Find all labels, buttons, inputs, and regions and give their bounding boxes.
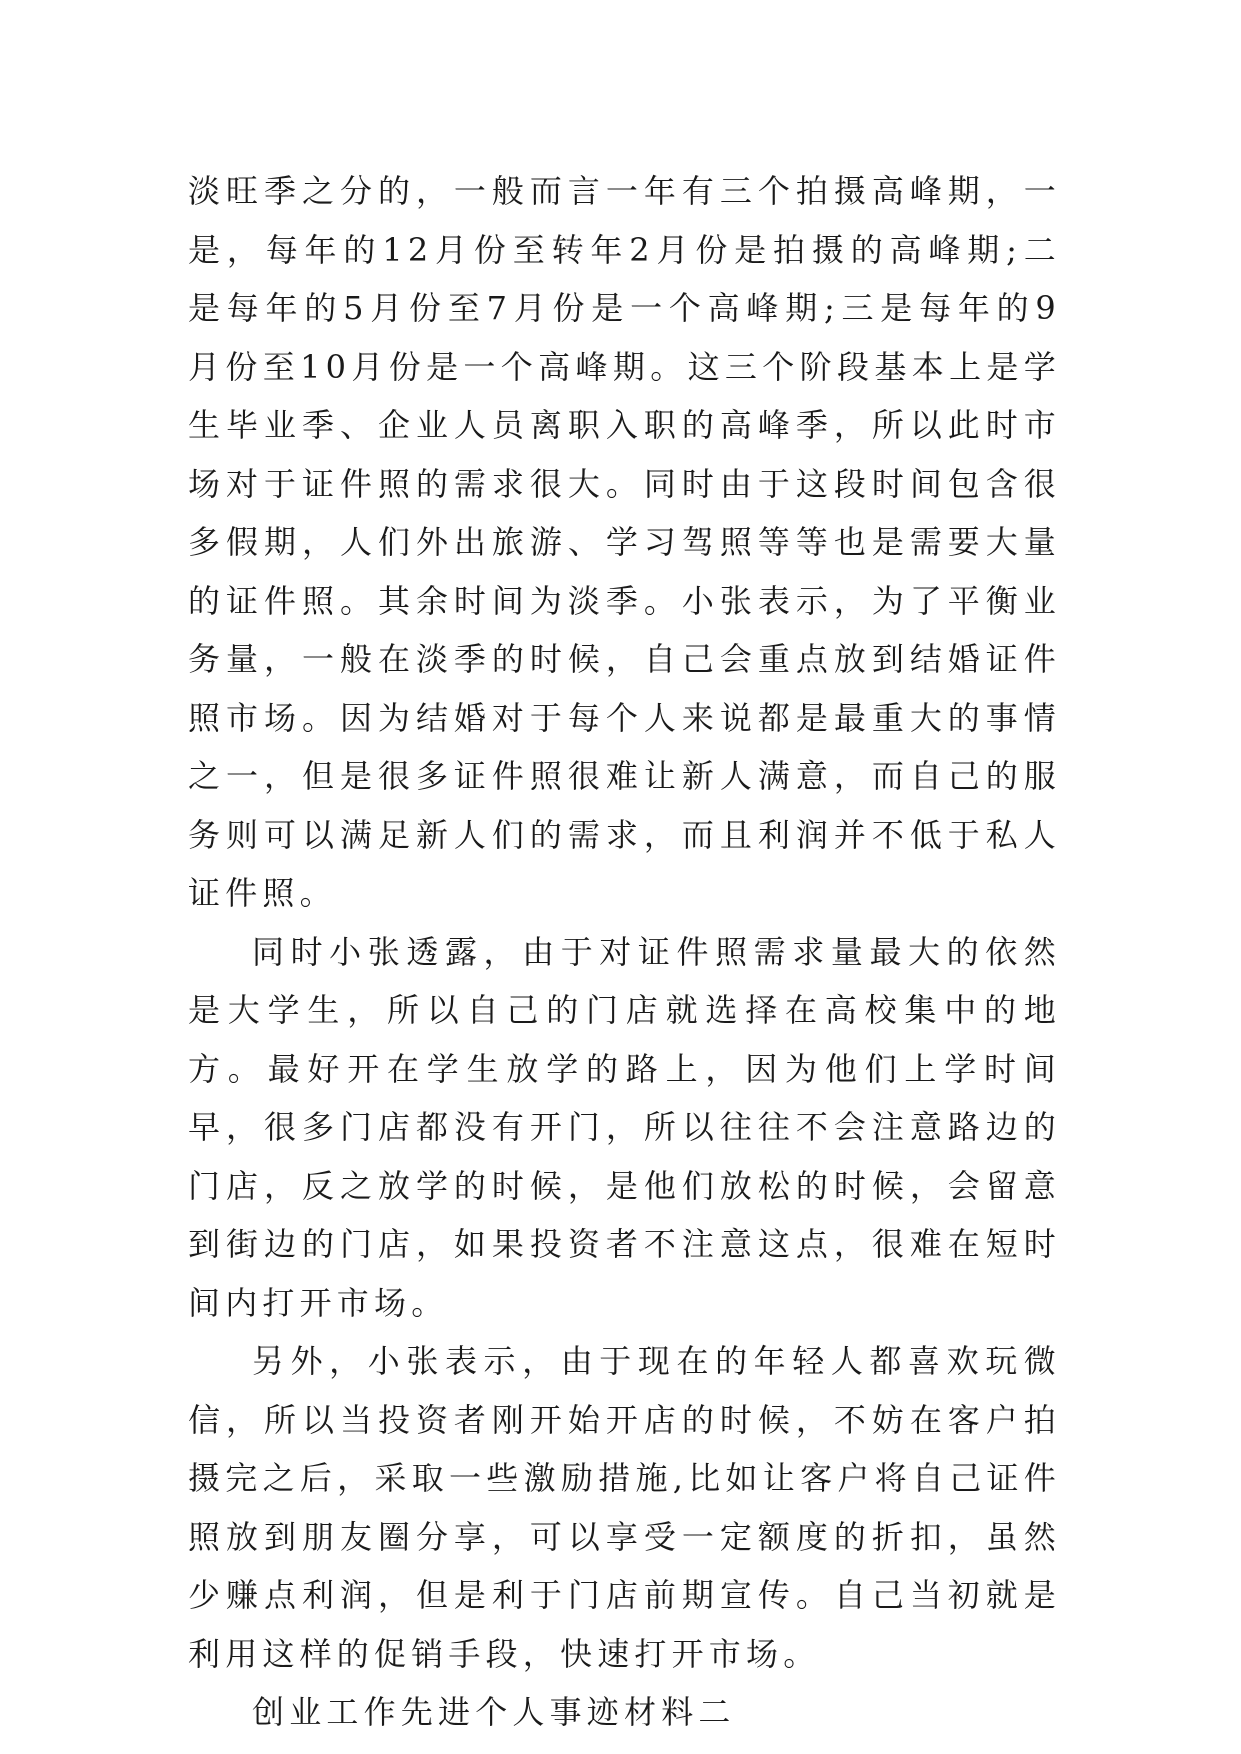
section-heading: 创业工作先进个人事迹材料二 xyxy=(252,1693,736,1731)
paragraph-continuation: 淡旺季之分的，一般而言一年有三个拍摄高峰期，一是，每年的12月份至转年2月份是拍摄的高峰期;二是每年的5月份至7月份是一个高峰期;三是每年的9月份至10月份是一个高峰期。这三个阶段基本上是学生毕业季、企业人员离职入职的高峰季，所以此时市场对于证件照的需求很大。同时由于这段时间包含很多假期，人们外出旅游、学习驾照等等也是需要大量的证件照。其余时间为淡季。小张表示，为了平衡业务量，一般在淡季的时候，自己会重点放到结婚证件照市场。因为结婚对于每个人来说都是最重大的事情之一，但是很多证件照很难让新人满意，而自己的服务则可以满足新人们的需求，而且利润并不低于私人证件照。 xyxy=(188,172,1061,912)
paragraph-store-location: 同时小张透露，由于对证件照需求量最大的依然是大学生，所以自己的门店就选择在高校集中的地方。最好开在学生放学的路上，因为他们上学时间早，很多门店都没有开门，所以往往不会注意路边的门店，反之放学的时候，是他们放松的时候，会留意到街边的门店，如果投资者不注意这点，很难在短时间内打开市场。 xyxy=(188,932,1061,1322)
paragraph-wechat-promotion: 另外，小张表示，由于现在的年轻人都喜欢玩微信，所以当投资者刚开始开店的时候，不妨在客户拍摄完之后，采取一些激励措施,比如让客户将自己证件照放到朋友圈分享，可以享受一定额度的折扣，虽然少赚点利润，但是利于门店前期宣传。自己当初就是利用这样的促销手段，快速打开市场。 xyxy=(188,1342,1061,1673)
document-body xyxy=(188,162,1061,1742)
